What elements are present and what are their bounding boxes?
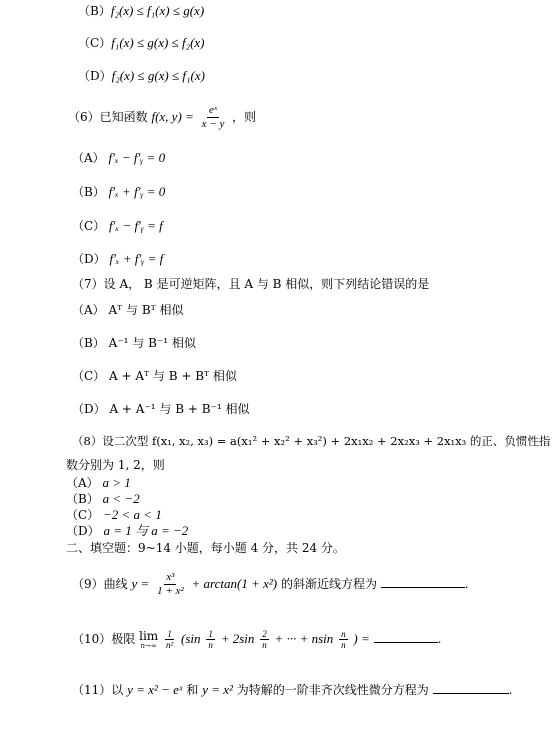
conjunction: 和	[186, 683, 199, 697]
question-8-option-d	[66, 523, 188, 539]
answer-blank[interactable]	[374, 630, 438, 643]
option-label: （B）	[72, 185, 105, 199]
question-6-option-a	[72, 150, 165, 166]
question-8-option-a	[66, 475, 131, 491]
option-label: （B）	[66, 492, 99, 506]
fraction-denominator: n	[341, 640, 346, 650]
option-math: f′ₓ − f′ᵧ = f	[109, 218, 163, 233]
question-tail: ，则	[232, 110, 257, 124]
option-text: a = 1 与 a = −2	[103, 523, 189, 538]
option-text: −2 < a < 1	[103, 507, 162, 522]
option-text: Aᵀ 与 Bᵀ 相似	[108, 303, 184, 317]
question-10	[72, 622, 441, 656]
question-7-option-d	[72, 401, 250, 417]
answer-blank[interactable]	[381, 575, 465, 588]
question-7-option-a	[72, 302, 184, 318]
expression-rest: + arctan(1 + x²)	[191, 576, 278, 591]
option-text: A + Aᵀ 与 B + Bᵀ 相似	[109, 369, 237, 383]
question-8-stem-line1: （8）设二次型 f(x₁, x₂, x₃) = a(x₁² + x₂² + x₃²) + 2x₁x₂ + 2x₂x₃ + 2x₁x₃ 的正、负惯性指	[72, 434, 551, 448]
period: .	[464, 577, 469, 591]
option-label: （A）	[72, 303, 105, 317]
option-label: （B）	[72, 336, 105, 350]
option-label: （B）	[78, 4, 111, 18]
option-label: （C）	[72, 219, 106, 233]
option-b-prev	[78, 3, 204, 19]
question-7-option-c	[72, 368, 237, 384]
option-math: f′ₓ + f′ᵧ = 0	[108, 184, 166, 199]
question-7-option-b	[72, 335, 196, 351]
function-lhs: f(x, y) =	[151, 109, 194, 124]
option-label: （C）	[66, 508, 100, 522]
question-label: （11）以	[72, 683, 124, 697]
option-label: （D）	[72, 252, 106, 266]
limit	[139, 630, 158, 650]
function-two: y = x²	[202, 682, 233, 697]
fraction-numerator: 1	[208, 629, 213, 639]
question-8-option-b	[66, 491, 140, 507]
question-6-option-b	[72, 184, 165, 200]
option-label: （A）	[66, 476, 99, 490]
expression-part: ) =	[353, 631, 370, 646]
question-label: （6）已知函数	[68, 110, 148, 124]
question-8-stem-line2: 数分别为 1, 2，则	[66, 458, 165, 472]
question-11	[72, 681, 512, 698]
question-label: （10）极限	[72, 632, 136, 646]
section-title: 二、填空题：9~14 小题，每小题 4 分，共 24 分。	[66, 541, 345, 555]
fraction-numerator: 2	[262, 629, 267, 639]
question-7-stem: （7）设 A， B 是可逆矩阵，且 A 与 B 相似，则下列结论错误的是	[72, 277, 430, 291]
fraction	[260, 629, 269, 650]
fraction	[339, 629, 348, 650]
limit-word: lim	[139, 628, 159, 643]
option-math: f₁(x) ≤ g(x) ≤ f₂(x)	[111, 35, 205, 50]
option-label: （C）	[78, 36, 112, 50]
fraction-denominator: n	[208, 640, 213, 650]
option-label: （D）	[66, 524, 100, 538]
fraction-numerator: x³	[166, 571, 175, 583]
fraction	[164, 629, 175, 650]
option-label: （D）	[72, 402, 106, 416]
fraction-numerator: n	[341, 629, 346, 639]
answer-blank[interactable]	[433, 681, 509, 694]
option-d-prev	[78, 68, 205, 84]
fraction-numerator: eˣ	[208, 104, 217, 116]
expression-part: (sin	[181, 631, 201, 646]
option-label: （C）	[72, 369, 106, 383]
option-text: a > 1	[102, 475, 131, 490]
question-8-option-c	[66, 507, 162, 523]
fraction-denominator: n²	[166, 640, 174, 650]
option-text: a < −2	[102, 491, 140, 506]
question-tail: 为特解的一阶非齐次线性微分方程为	[236, 683, 429, 697]
expression-part: + 2sin	[220, 631, 255, 646]
fraction-denominator: 1 + x²	[157, 585, 184, 597]
option-math: f′ₓ − f′ᵧ = 0	[108, 150, 166, 165]
option-label: （D）	[78, 69, 112, 83]
question-9	[72, 567, 469, 601]
question-6-stem	[68, 102, 256, 132]
fraction	[155, 571, 186, 598]
fraction	[206, 629, 215, 650]
question-label: （9）曲线	[72, 577, 128, 591]
fraction-denominator: x − y	[201, 118, 225, 130]
function-one: y = x² − eˣ	[127, 682, 183, 697]
period: .	[437, 632, 442, 646]
period: .	[508, 683, 513, 697]
option-math: f₂(x) ≤ f₁(x) ≤ g(x)	[110, 3, 205, 18]
option-text: A + A⁻¹ 与 B + B⁻¹ 相似	[109, 402, 250, 416]
option-text: A⁻¹ 与 B⁻¹ 相似	[108, 336, 196, 350]
question-6-option-c	[72, 218, 163, 234]
fraction	[200, 104, 227, 131]
function-lhs: y =	[131, 576, 150, 591]
limit-subscript: n→∞	[140, 641, 157, 650]
option-math: f′ₓ + f′ᵧ = f	[109, 251, 164, 266]
fraction-numerator: 1	[167, 629, 172, 639]
question-tail: 的斜渐近线方程为	[280, 577, 377, 591]
fraction-denominator: n	[262, 640, 267, 650]
expression-part: + ··· + nsin	[274, 631, 334, 646]
option-c-prev	[78, 35, 205, 51]
question-6-option-d	[72, 251, 163, 267]
option-math: f₂(x) ≤ g(x) ≤ f₁(x)	[111, 68, 205, 83]
option-label: （A）	[72, 151, 105, 165]
